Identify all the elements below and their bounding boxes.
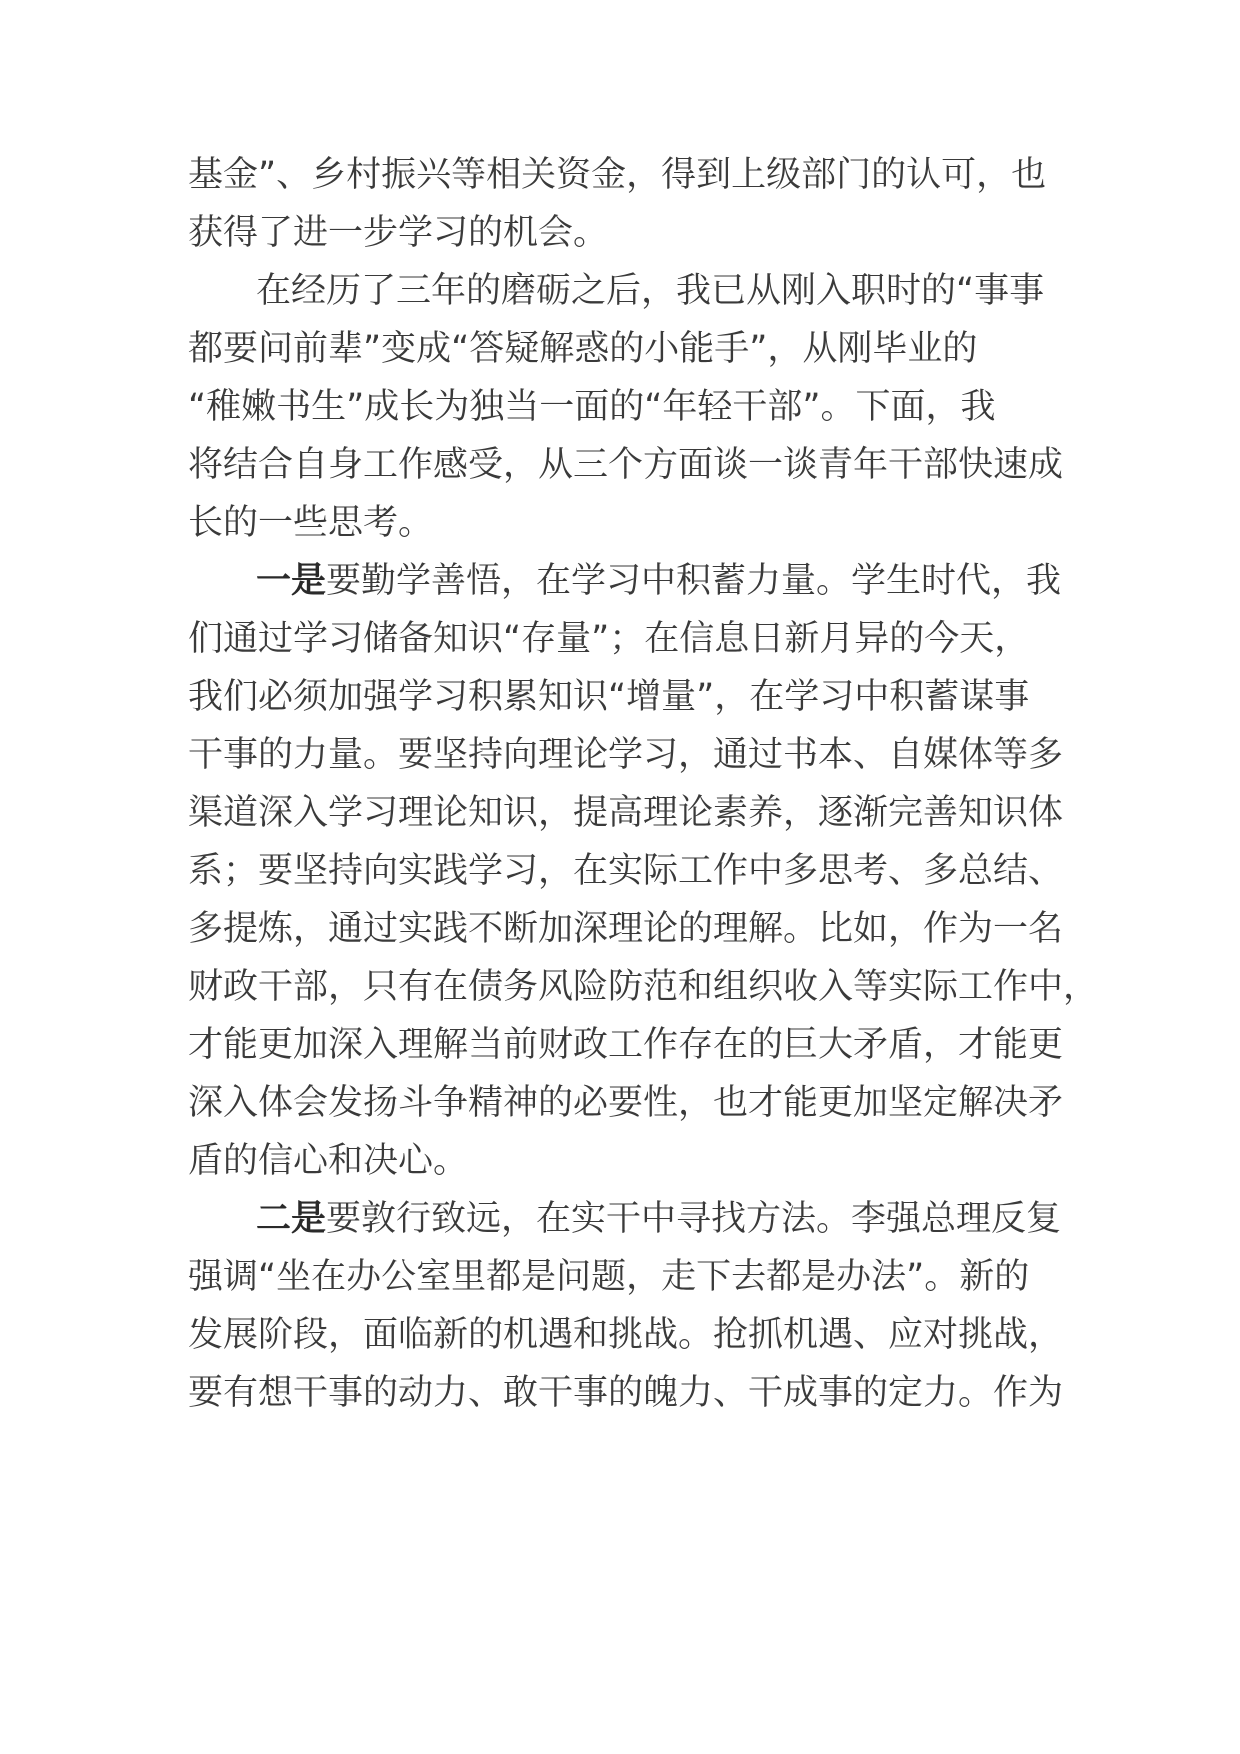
- paragraph-first-line: 在经历了三年的磨砺之后，我已从刚入职时的“事事: [256, 271, 1045, 311]
- text-line: 我们必须加强学习积累知识“增量”，在学习中积蓄谋事: [188, 677, 1030, 717]
- text-line: 干事的力量。要坚持向理论学习，通过书本、自媒体等多: [188, 735, 1064, 775]
- text-line: 长的一些思考。: [188, 503, 434, 543]
- lead-word: 二是: [256, 1199, 327, 1239]
- text-line: 基金”、乡村振兴等相关资金，得到上级部门的认可，也: [188, 155, 1047, 195]
- text-line: 盾的信心和决心。: [188, 1141, 469, 1181]
- text-line: “稚嫩书生”成长为独当一面的“年轻干部”。下面，我: [188, 387, 996, 427]
- text-line: 渠道深入学习理论知识，提高理论素养，逐渐完善知识体: [188, 793, 1064, 833]
- text-line: 发展阶段，面临新的机遇和挑战。抢抓机遇、应对挑战，: [188, 1315, 1064, 1355]
- lead-word: 一是: [256, 561, 327, 601]
- text-line: 系；要坚持向实践学习，在实际工作中多思考、多总结、: [188, 851, 1064, 891]
- text-line: 强调“坐在办公室里都是问题，走下去都是办法”。新的: [188, 1257, 1030, 1297]
- paragraph-first-line: [256, 558, 1061, 604]
- paragraph-text: 要敦行致远，在实干中寻找方法。李强总理反复: [326, 1199, 1062, 1239]
- text-line: 深入体会发扬斗争精神的必要性，也才能更加坚定解决矛: [188, 1083, 1064, 1123]
- text-line: 要有想干事的动力、敢干事的魄力、干成事的定力。作为: [188, 1373, 1064, 1413]
- text-line: 财政干部，只有在债务风险防范和组织收入等实际工作中，: [188, 967, 1099, 1007]
- paragraph-text: 要勤学善悟，在学习中积蓄力量。学生时代，我: [326, 561, 1062, 601]
- text-line: 获得了进一步学习的机会。: [188, 213, 609, 253]
- text-line: 将结合自身工作感受，从三个方面谈一谈青年干部快速成: [188, 445, 1064, 485]
- text-line: 都要问前辈”变成“答疑解惑的小能手”，从刚毕业的: [188, 329, 978, 369]
- text-line: 才能更加深入理解当前财政工作存在的巨大矛盾，才能更: [188, 1025, 1064, 1065]
- paragraph-first-line: [256, 1196, 1061, 1242]
- text-line: 多提炼，通过实践不断加深理论的理解。比如，作为一名: [188, 909, 1064, 949]
- text-line: 们通过学习储备知识“存量”；在信息日新月异的今天，: [188, 619, 1030, 659]
